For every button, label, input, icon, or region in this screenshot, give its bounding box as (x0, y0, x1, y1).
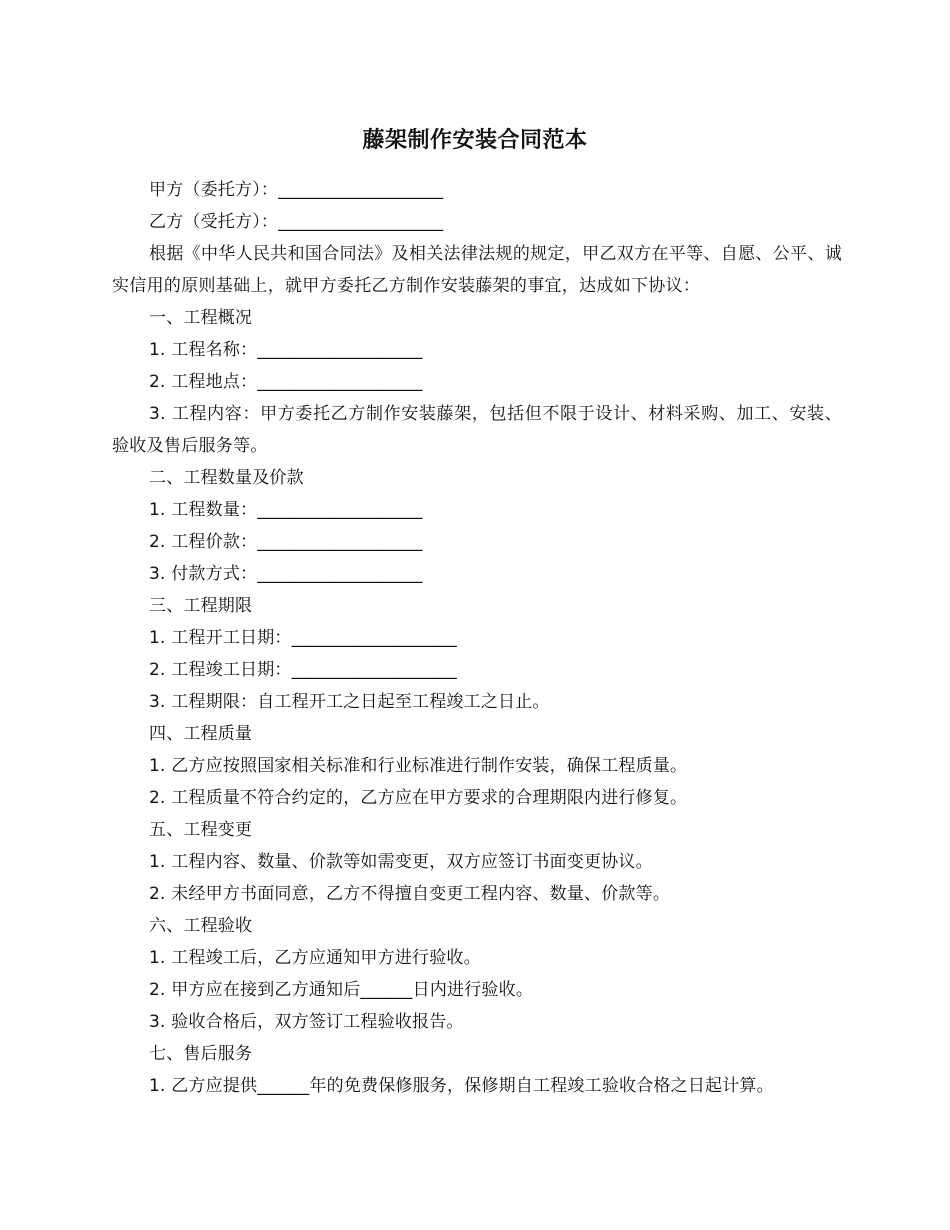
change-clause-2: 2. 未经甲方书面同意，乙方不得擅自变更工程内容、数量、价款等。 (149, 884, 671, 904)
project-location-line: 2. 工程地点：___________________ (149, 372, 423, 392)
acceptance-clause-3: 3. 验收合格后，双方签订工程验收报告。 (149, 1012, 464, 1032)
section-2-title: 二、工程数量及价款 (149, 468, 304, 488)
document-title: 藤架制作安装合同范本 (362, 128, 588, 153)
project-name-line: 1. 工程名称：___________________ (149, 340, 423, 360)
section-3-title: 三、工程期限 (149, 596, 253, 616)
project-quantity-line: 1. 工程数量：___________________ (149, 500, 423, 520)
party-a-line: 甲方（委托方）：___________________ (149, 180, 444, 200)
section-6-title: 六、工程验收 (149, 916, 253, 936)
project-period-line: 3. 工程期限：自工程开工之日起至工程竣工之日止。 (149, 692, 550, 712)
start-date-line: 1. 工程开工日期：___________________ (149, 628, 457, 648)
completion-date-line: 2. 工程竣工日期：___________________ (149, 660, 457, 680)
warranty-clause-1: 1. 乙方应提供______年的免费保修服务，保修期自工程竣工验收合格之日起计算。 (149, 1076, 774, 1096)
intro-paragraph: 根据《中华人民共和国合同法》及相关法律法规的规定，甲乙双方在平等、自愿、公平、诚实信用的原则基础上，就甲方委托乙方制作安装藤架的事宜，达成如下协议： (112, 244, 842, 296)
change-clause-1: 1. 工程内容、数量、价款等如需变更，双方应签订书面变更协议。 (149, 852, 653, 872)
acceptance-clause-1: 1. 工程竣工后，乙方应通知甲方进行验收。 (149, 948, 481, 968)
quality-clause-1: 1. 乙方应按照国家相关标准和行业标准进行制作安装，确保工程质量。 (149, 756, 688, 776)
project-content-paragraph: 3. 工程内容：甲方委托乙方制作安装藤架，包括但不限于设计、材料采购、加工、安装、验收及售后服务等。 (112, 404, 842, 456)
party-b-line: 乙方（受托方）：___________________ (149, 212, 444, 232)
section-1-title: 一、工程概况 (149, 308, 253, 328)
section-5-title: 五、工程变更 (149, 820, 253, 840)
project-price-line: 2. 工程价款：___________________ (149, 532, 423, 552)
section-7-title: 七、售后服务 (149, 1044, 253, 1064)
quality-clause-2: 2. 工程质量不符合约定的，乙方应在甲方要求的合理期限内进行修复。 (149, 788, 688, 808)
payment-method-line: 3. 付款方式：___________________ (149, 564, 423, 584)
section-4-title: 四、工程质量 (149, 724, 253, 744)
acceptance-clause-2: 2. 甲方应在接到乙方通知后______日内进行验收。 (149, 980, 534, 1000)
